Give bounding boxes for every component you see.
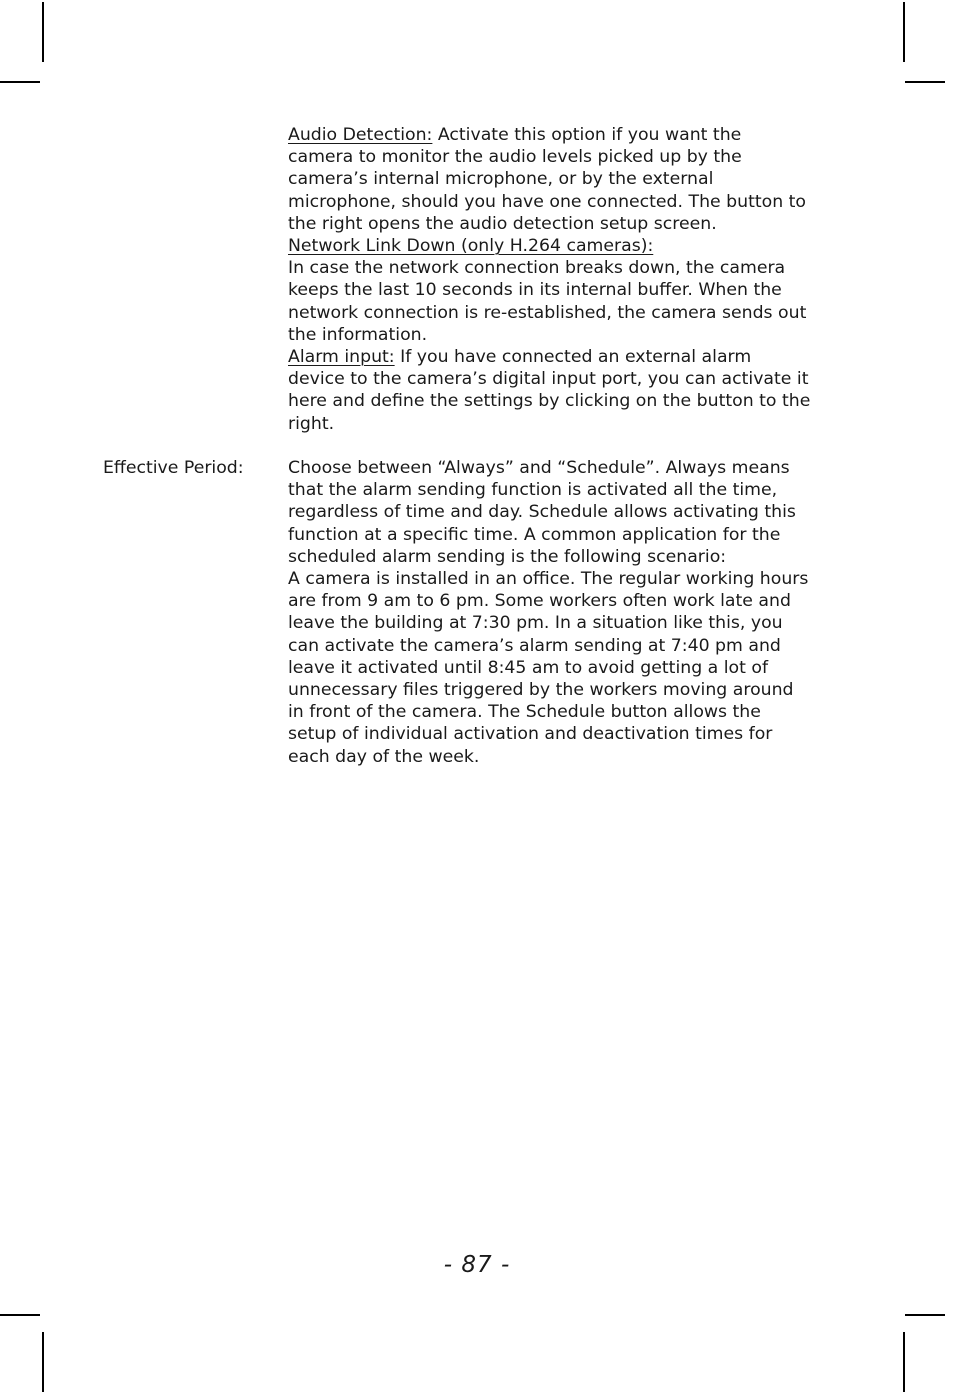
effective-period-line: regardless of time and day. Schedule allows activating this xyxy=(288,502,796,523)
audio-detection-line: camera’s internal microphone, or by the external xyxy=(288,169,714,190)
alarm-input-line: Alarm input: If you have connected an external alarm xyxy=(288,347,752,368)
effective-period-line: leave the building at 7:30 pm. In a situation like this, you xyxy=(288,613,783,634)
effective-period-line: in front of the camera. The Schedule button allows the xyxy=(288,702,761,723)
alarm-input-line: right. xyxy=(288,413,335,434)
crop-mark-top-left-horizontal xyxy=(0,81,40,83)
effective-period-line: setup of individual activation and deactivation times for xyxy=(288,724,773,745)
audio-detection-line: the right opens the audio detection setup screen. xyxy=(288,213,717,234)
crop-mark-top-left-vertical xyxy=(42,2,44,62)
effective-period-line: A camera is installed in an office. The regular working hours xyxy=(288,569,809,590)
crop-mark-bottom-left-horizontal xyxy=(0,1314,40,1316)
network-link-down-term: Network Link Down (only H.264 cameras): xyxy=(288,236,654,257)
effective-period-line: scheduled alarm sending is the following scenario: xyxy=(288,546,727,567)
network-link-down-line: network connection is re-established, the camera sends out xyxy=(288,302,807,323)
effective-period-label: Effective Period: xyxy=(103,458,244,478)
crop-mark-bottom-right-vertical xyxy=(903,1332,905,1392)
crop-mark-bottom-right-horizontal xyxy=(905,1314,945,1316)
effective-period-line: function at a specific time. A common application for the xyxy=(288,524,781,545)
network-link-down-line: In case the network connection breaks down, the camera xyxy=(288,258,786,279)
detection-options-block xyxy=(288,124,848,435)
alarm-input-line: device to the camera’s digital input port, you can activate it xyxy=(288,369,809,390)
crop-mark-bottom-left-vertical xyxy=(42,1332,44,1392)
effective-period-line: are from 9 am to 6 pm. Some workers often work late and xyxy=(288,591,791,612)
alarm-input-line: here and define the settings by clicking on the button to the xyxy=(288,391,811,412)
effective-period-description xyxy=(288,457,848,768)
effective-period-line: Choose between “Always” and “Schedule”. Always means xyxy=(288,458,790,478)
alarm-input-term: Alarm input: xyxy=(288,347,395,368)
audio-detection-line: microphone, should you have one connected. The button to xyxy=(288,191,806,212)
effective-period-line: each day of the week. xyxy=(288,746,480,767)
effective-period-line: that the alarm sending function is activated all the time, xyxy=(288,480,778,501)
audio-detection-line: camera to monitor the audio levels picked up by the xyxy=(288,147,742,168)
effective-period-line: unnecessary files triggered by the workers moving around xyxy=(288,680,794,701)
audio-detection-line: Audio Detection: Activate this option if you want the xyxy=(288,125,742,145)
effective-period-line: can activate the camera’s alarm sending at 7:40 pm and xyxy=(288,635,781,656)
crop-mark-top-right-vertical xyxy=(903,2,905,62)
effective-period-line: leave it activated until 8:45 am to avoid getting a lot of xyxy=(288,657,769,678)
network-link-down-line: the information. xyxy=(288,324,428,345)
page-number: - 87 - xyxy=(443,1252,511,1278)
crop-mark-top-right-horizontal xyxy=(905,81,945,83)
network-link-down-heading xyxy=(288,235,848,257)
audio-detection-term: Audio Detection: xyxy=(288,125,433,145)
network-link-down-line: keeps the last 10 seconds in its internal buffer. When the xyxy=(288,280,782,301)
